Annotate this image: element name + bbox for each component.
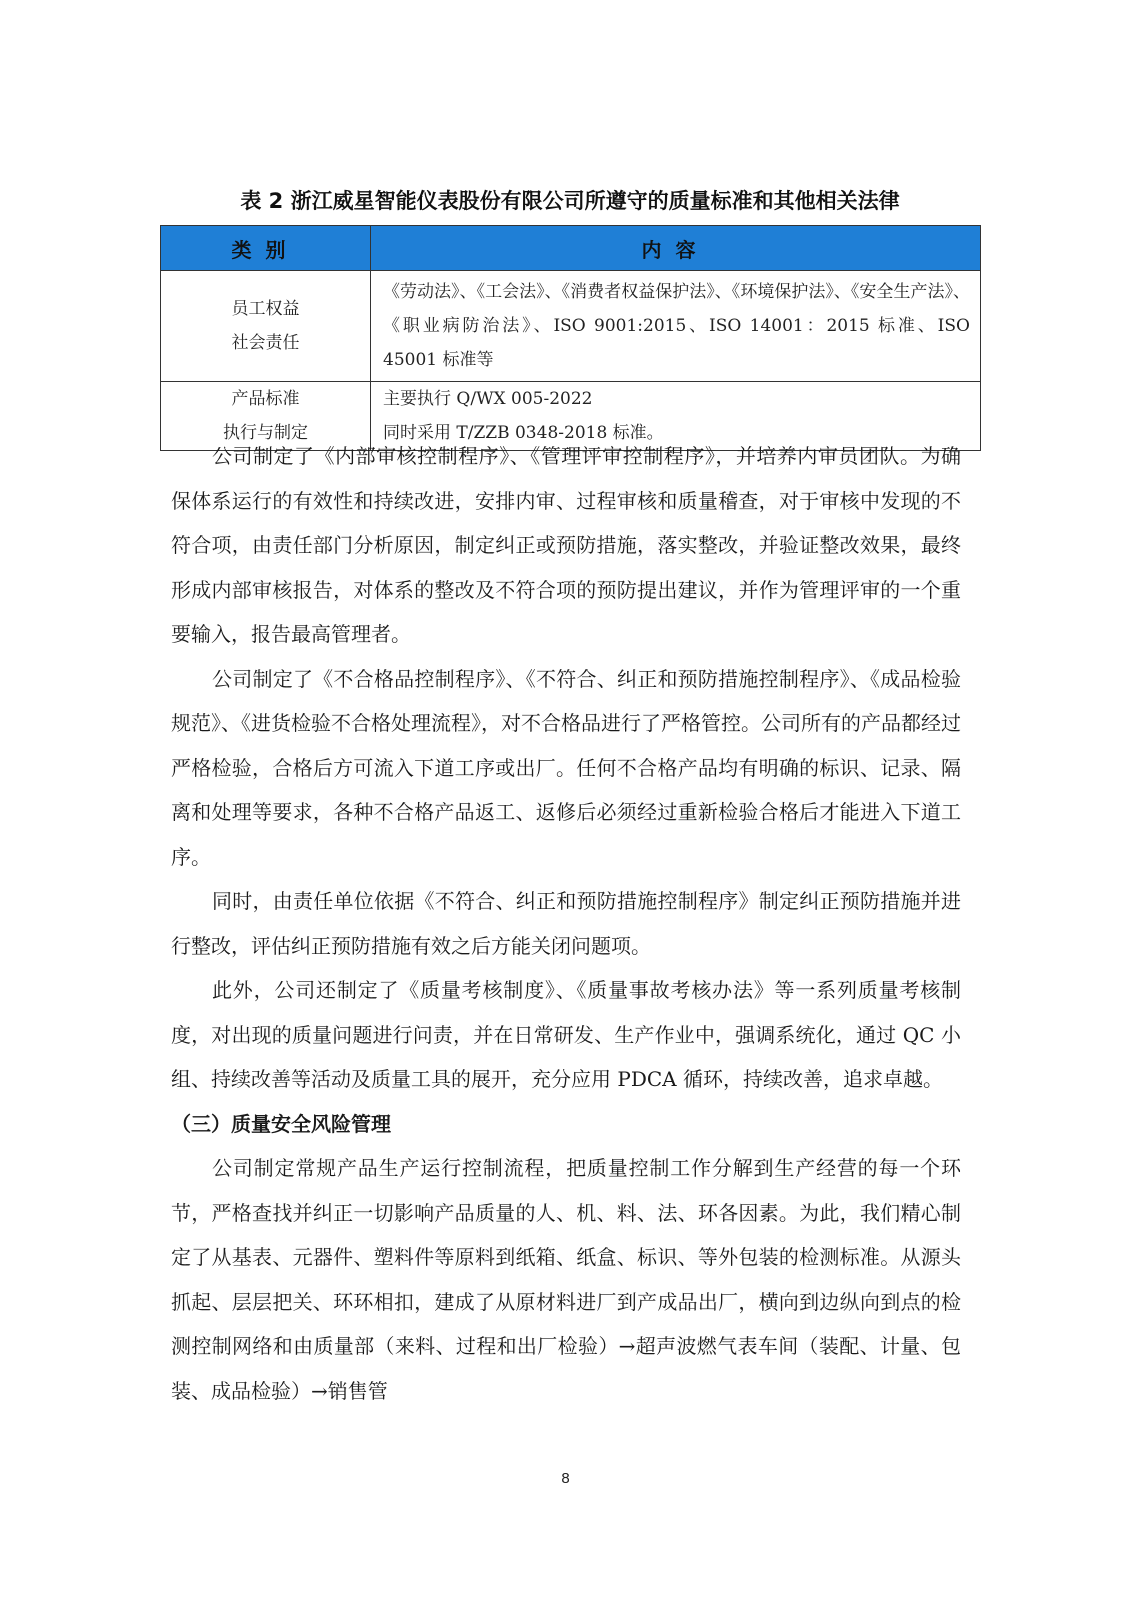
content-text: 主要执行 Q/WX 005-2022 xyxy=(383,389,593,409)
category-line: 产品标准 xyxy=(231,389,300,409)
category-line: 社会责任 xyxy=(231,333,300,353)
paragraph: 此外，公司还制定了《质量考核制度》、《质量事故考核办法》等一系列质量考核制度，对出现的质量问题进行问责，并在日常研发、生产作业中，强调系统化，通过 QC 小组、持续改善等活动及质量工具的展开，充分应用 PDCA 循环，持续改善，追求卓越。 xyxy=(171,978,961,1091)
paragraph: 公司制定常规产品生产运行控制流程，把质量控制工作分解到生产经营的每一个环节，严格查找并纠正一切影响产品质量的人、机、料、法、环各因素。为此，我们精心制定了从基表、元器件、塑料件等原料到纸箱、纸盒、标识、等外包装的检测标准。从源头抓起、层层把关、环环相扣，建成了从原材料进厂到产成品出厂，横向到边纵向到点的检测控制网络和由质量部（来料、过程和出厂检验）→超声波燃气表车间（装配、计量、包装、成品检验）→销售管 xyxy=(171,1156,961,1403)
content-cell xyxy=(371,271,981,382)
table-header-row xyxy=(161,226,981,271)
body-text xyxy=(171,434,961,1413)
paragraph: 同时，由责任单位依据《不符合、纠正和预防措施控制程序》制定纠正预防措施并进行整改，评估纠正预防措施有效之后方能关闭问题项。 xyxy=(171,889,961,958)
category-line: 员工权益 xyxy=(231,299,300,319)
table-caption: 表 2 浙江威星智能仪表股份有限公司所遵守的质量标准和其他相关法律 xyxy=(240,189,900,213)
standards-table xyxy=(160,225,981,451)
content-text: 《劳动法》、《工会法》、《消费者权益保护法》、《环境保护法》、《安全生产法》、《职业病防治法》、ISO 9001:2015、ISO 14001：2015 标准、ISO 45001 标准等 xyxy=(383,282,970,370)
section-heading: （三）质量安全风险管理 xyxy=(171,1111,391,1136)
header-category: 类别 xyxy=(161,226,371,271)
header-content: 内容 xyxy=(371,226,981,271)
category-line: 执行与制定 xyxy=(223,423,308,443)
paragraph: 公司制定了《内部审核控制程序》、《管理评审控制程序》，并培养内审员团队。为确保体系运行的有效性和持续改进，安排内审、过程审核和质量稽查，对于审核中发现的不符合项，由责任部门分析原因，制定纠正或预防措施，落实整改，并验证整改效果，最终形成内部审核报告，对体系的整改及不符合项的预防提出建议，并作为管理评审的一个重要输入，报告最高管理者。 xyxy=(171,444,961,646)
paragraph: 公司制定了《不合格品控制程序》、《不符合、纠正和预防措施控制程序》、《成品检验规范》、《进货检验不合格处理流程》，对不合格品进行了严格管控。公司所有的产品都经过严格检验，合格后方可流入下道工序或出厂。任何不合格产品均有明确的标识、记录、隔离和处理等要求，各种不合格产品返工、返修后必须经过重新检验合格后才能进入下道工序。 xyxy=(171,666,961,869)
table-row xyxy=(161,271,981,382)
content-text: 同时采用 T/ZZB 0348-2018 标准。 xyxy=(383,423,664,443)
page-number: 8 xyxy=(561,1470,570,1487)
category-cell xyxy=(161,271,371,382)
